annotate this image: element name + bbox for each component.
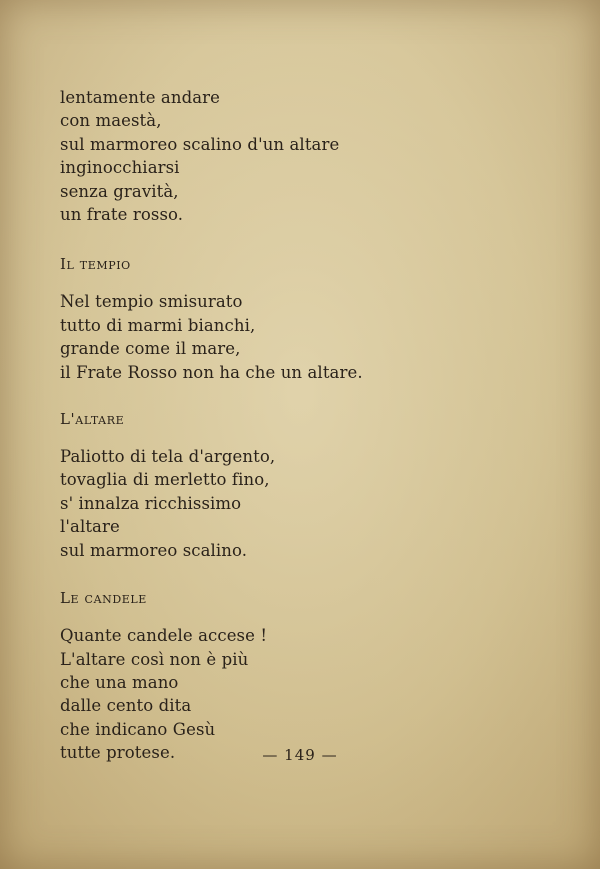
section-title-altare: L'altare xyxy=(60,410,125,429)
stanza-intro xyxy=(60,86,560,226)
verse-line: il Frate Rosso non ha che un altare. xyxy=(60,362,363,382)
stanza-candele xyxy=(60,624,560,764)
verse-line: Paliotto di tela d'argento, xyxy=(60,447,276,467)
verse-line: con maestà, xyxy=(60,111,162,131)
section-title-candele: Le candele xyxy=(60,589,147,608)
verse-line: sul marmoreo scalino. xyxy=(60,540,248,560)
verse-line: che una mano xyxy=(60,672,179,692)
verse-line: tovaglia di merletto fino, xyxy=(60,470,270,490)
verse-line: Nel tempio smisurato xyxy=(60,292,243,312)
page-number: — 149 — xyxy=(262,746,338,764)
verse-line: grande come il mare, xyxy=(60,339,241,359)
poem-body xyxy=(60,86,560,765)
verse-line: dalle cento dita xyxy=(60,696,192,716)
stanza-tempio xyxy=(60,290,560,384)
verse-line: un frate rosso. xyxy=(60,205,184,225)
section-title-tempio: Il tempio xyxy=(60,255,131,274)
verse-line: tutto di marmi bianchi, xyxy=(60,315,256,335)
verse-line: sul marmoreo scalino d'un altare xyxy=(60,134,340,154)
verse-line: lentamente andare xyxy=(60,88,221,107)
verse-line: tutte protese. xyxy=(60,743,176,763)
verse-line: L'altare così non è più xyxy=(60,649,249,669)
verse-line: s' innalza ricchissimo xyxy=(60,493,242,513)
verse-line: l'altare xyxy=(60,517,120,537)
verse-line: Quante candele accese ! xyxy=(60,626,268,646)
verse-line: che indicano Gesù xyxy=(60,719,216,739)
verse-line: senza gravità, xyxy=(60,181,179,201)
verse-line: inginocchiarsi xyxy=(60,158,180,178)
stanza-altare xyxy=(60,445,560,562)
